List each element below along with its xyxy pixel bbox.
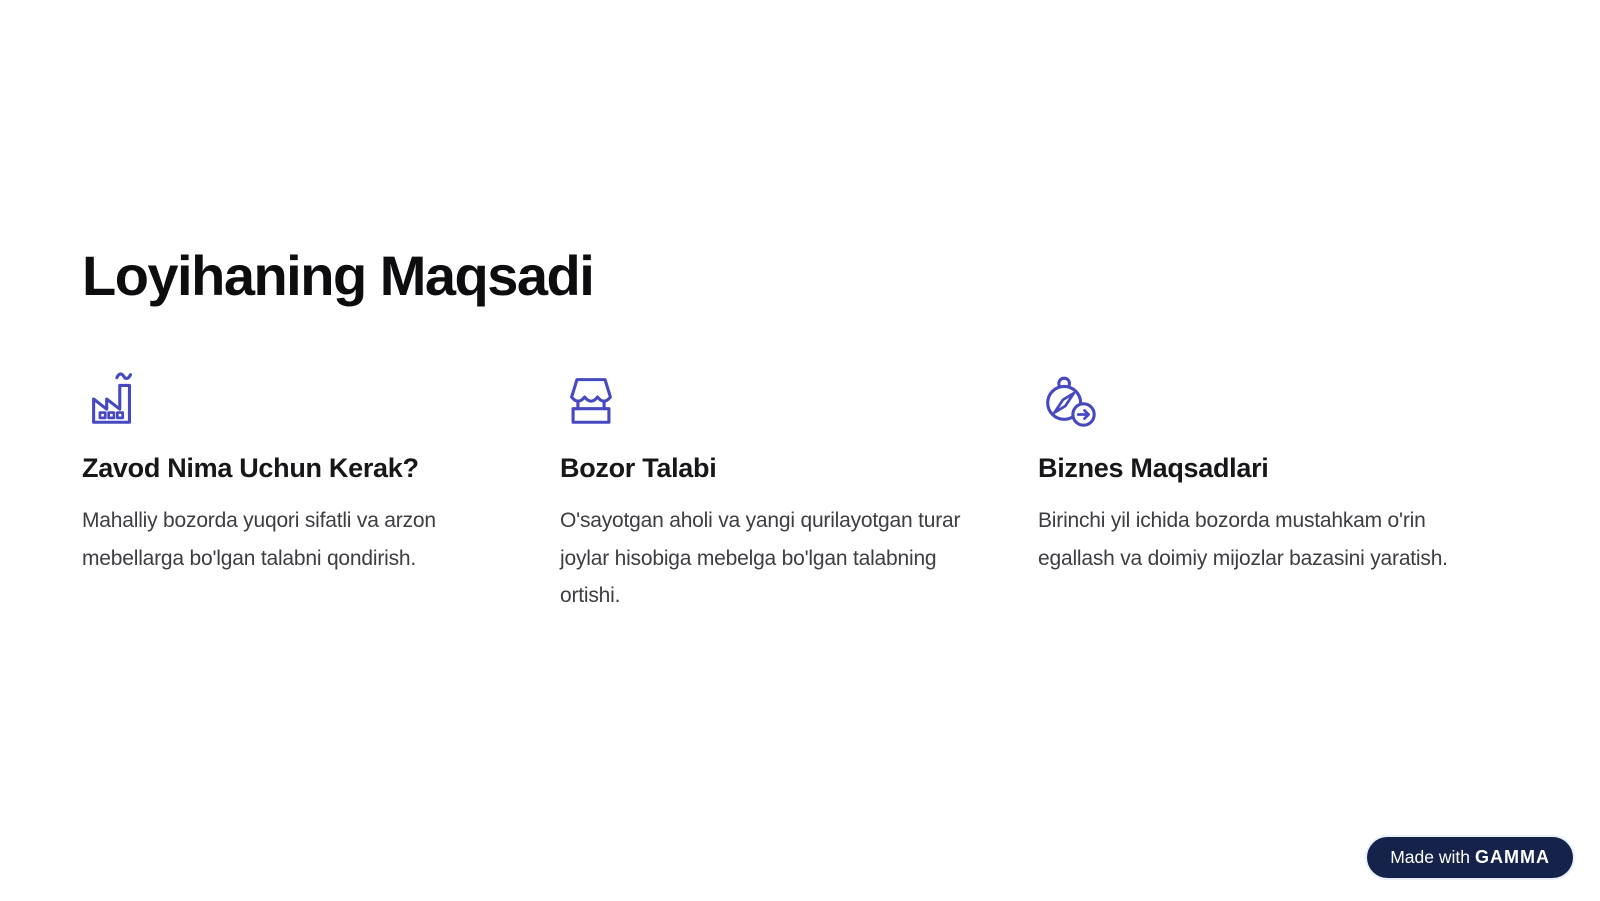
slide-content [82,244,1482,614]
factory-icon [82,366,144,432]
columns [82,366,1474,614]
column-body: O'sayotgan aholi va yangi qurilayotgan turar joylar hisobiga mebelga bo'lgan talabning ortishi. [560,509,961,607]
column-body: Birinchi yil ichida bozorda mustahkam o'rin egallash va doimiy mijozlar bazasini yaratish. [1038,509,1448,570]
column-goals [1038,366,1474,614]
made-with-gamma-badge[interactable] [1367,837,1573,878]
page-title: Loyihaning Maqsadi [82,244,594,307]
column-heading: Zavod Nima Uchun Kerak? [82,453,419,484]
gamma-logo: GAMMA [1475,847,1550,867]
column-market [560,366,996,614]
storefront-icon [560,366,622,432]
column-heading: Biznes Maqsadlari [1038,453,1269,484]
column-heading: Bozor Talabi [560,453,717,484]
compass-icon [1038,366,1100,432]
column-body: Mahalliy bozorda yuqori sifatli va arzon mebellarga bo'lgan talabni qondirish. [82,509,436,570]
badge-prefix: Made with [1390,847,1470,867]
column-factory [82,366,518,614]
